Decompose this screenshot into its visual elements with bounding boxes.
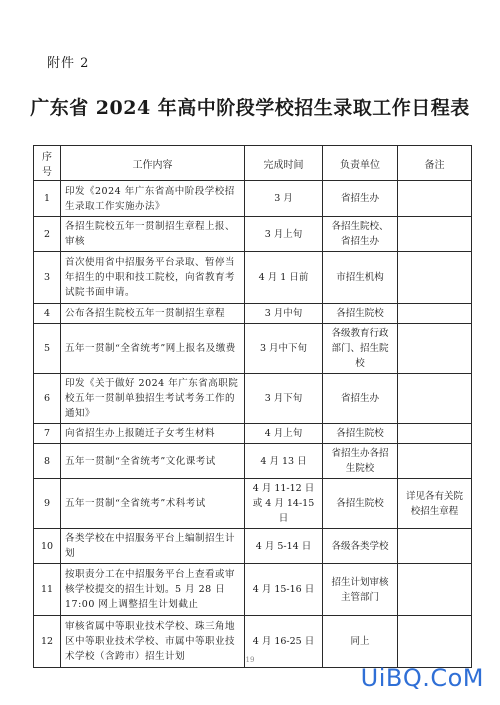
document-title: 广东省 2024 年高中阶段学校招生录取工作日程表	[30, 97, 470, 119]
table-row	[34, 374, 472, 424]
row-note	[398, 324, 472, 374]
row-unit: 市招生机构	[323, 252, 398, 304]
row-no: 2	[34, 217, 61, 252]
row-time: 3 月中旬	[245, 304, 323, 324]
row-unit: 同上	[323, 616, 398, 668]
row-no: 8	[34, 444, 61, 479]
row-no: 5	[34, 324, 61, 374]
schedule-table	[33, 145, 472, 668]
table-header-row	[34, 146, 472, 181]
row-time: 4 月 5-14 日	[245, 529, 323, 564]
row-content: 印发《2024 年广东省高中阶段学校招生录取工作实施办法》	[61, 181, 245, 217]
row-unit: 各级教育行政部门、招生院校	[323, 324, 398, 374]
row-time: 4 月 16-25 日	[245, 616, 323, 668]
row-content: 各类学校在中招服务平台上编制招生计划	[61, 529, 245, 564]
row-note	[398, 529, 472, 564]
row-content: 五年一贯制“全省统考”术科考试	[61, 479, 245, 529]
table-row	[34, 444, 472, 479]
row-no: 12	[34, 616, 61, 668]
row-no: 6	[34, 374, 61, 424]
row-time: 4 月 11-12 日或 4 月 14-15 日	[245, 479, 323, 529]
site-watermark: UiBQ.CoM	[360, 664, 484, 692]
row-time: 4 月 13 日	[245, 444, 323, 479]
row-time: 4 月 1 日前	[245, 252, 323, 304]
row-content: 按职责分工在中招服务平台上查看或审核学校提交的招生计划。5 月 28 日 17:00 网上调整招生计划截止	[61, 564, 245, 616]
row-note	[398, 374, 472, 424]
row-content: 向省招生办上报随迁子女考生材料	[61, 424, 245, 444]
row-note	[398, 564, 472, 616]
table-row	[34, 529, 472, 564]
header-note: 备注	[398, 146, 472, 181]
header-unit: 负责单位	[323, 146, 398, 181]
row-unit: 招生计划审核主管部门	[323, 564, 398, 616]
table-row	[34, 217, 472, 252]
row-content: 审核省属中等职业技术学校、珠三角地区中等职业技术学校、市属中等职业技术学校（含跨市）招生计划	[61, 616, 245, 668]
header-no: 序号	[34, 146, 61, 181]
table-row	[34, 324, 472, 374]
row-unit: 各级各类学校	[323, 529, 398, 564]
row-time: 4 月上旬	[245, 424, 323, 444]
row-no: 4	[34, 304, 61, 324]
row-no: 3	[34, 252, 61, 304]
row-time: 3 月	[245, 181, 323, 217]
row-note	[398, 444, 472, 479]
row-content: 首次使用省中招服务平台录取、暂停当年招生的中职和技工院校，向省教育考试院书面申请。	[61, 252, 245, 304]
row-time: 4 月 15-16 日	[245, 564, 323, 616]
row-time: 3 月上旬	[245, 217, 323, 252]
row-note	[398, 252, 472, 304]
table-row	[34, 181, 472, 217]
row-content: 公布各招生院校五年一贯制招生章程	[61, 304, 245, 324]
row-unit: 各招生院校	[323, 424, 398, 444]
attachment-label: 附件 2	[47, 56, 90, 71]
header-content: 工作内容	[61, 146, 245, 181]
row-note	[398, 181, 472, 217]
table-row	[34, 479, 472, 529]
row-content: 五年一贯制“全省统考”文化课考试	[61, 444, 245, 479]
table-row	[34, 424, 472, 444]
row-time: 3 月下旬	[245, 374, 323, 424]
table-row	[34, 304, 472, 324]
row-no: 7	[34, 424, 61, 444]
row-unit: 各招生院校	[323, 304, 398, 324]
row-unit: 各招生院校	[323, 479, 398, 529]
row-time: 3 月中下旬	[245, 324, 323, 374]
row-unit: 各招生院校、省招生办	[323, 217, 398, 252]
row-unit: 省招生办	[323, 374, 398, 424]
row-no: 9	[34, 479, 61, 529]
page-number: 19	[245, 656, 255, 664]
header-time: 完成时间	[245, 146, 323, 181]
row-content: 印发《关于做好 2024 年广东省高职院校五年一贯制单独招生考试考务工作的通知》	[61, 374, 245, 424]
row-note: 详见各有关院校招生章程	[398, 479, 472, 529]
row-no: 1	[34, 181, 61, 217]
row-content: 各招生院校五年一贯制招生章程上报、审核	[61, 217, 245, 252]
row-note	[398, 424, 472, 444]
row-content: 五年一贯制“全省统考”网上报名及缴费	[61, 324, 245, 374]
row-unit: 省招生办	[323, 181, 398, 217]
row-no: 10	[34, 529, 61, 564]
row-note	[398, 217, 472, 252]
row-unit: 省招生办各招生院校	[323, 444, 398, 479]
table-row	[34, 564, 472, 616]
row-note	[398, 304, 472, 324]
row-no: 11	[34, 564, 61, 616]
table-row	[34, 252, 472, 304]
